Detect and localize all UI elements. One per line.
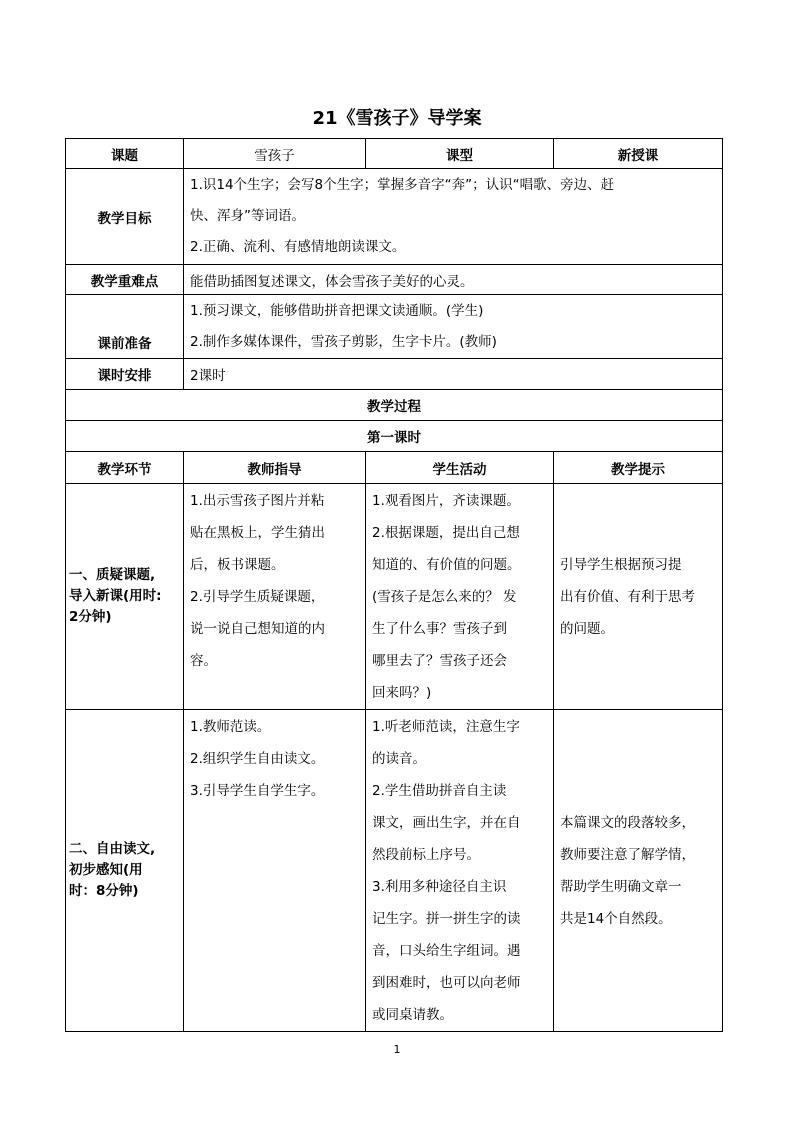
schedule-value: 2课时 [184, 359, 723, 390]
tip-line: 本篇课文的段落较多， [560, 814, 695, 831]
tip-cell [554, 484, 723, 710]
schedule-label: 课时安排 [66, 359, 184, 390]
stage-line: 初步感知(用 [69, 862, 143, 878]
type-value: 新授课 [554, 139, 723, 169]
student-line: 课文，画出生字，并在自 [372, 815, 521, 831]
student-line: (雪孩子是怎么来的？ 发 [372, 589, 517, 605]
student-line: 到困难时，也可以向老师 [372, 975, 521, 991]
tip-line: 出有价值、有利于思考 [560, 588, 695, 605]
student-line: 1.听老师范读，注意生字 [372, 719, 520, 735]
lesson-title: 第一课时 [66, 421, 723, 452]
preparation-row [66, 295, 723, 359]
preparation-line: 2.制作多媒体课件，雪孩子剪影，生字卡片。(教师) [190, 333, 497, 350]
teacher-line: 2.引导学生质疑课题， [190, 589, 325, 605]
lesson-title-row [66, 421, 723, 452]
page-title: 21《雪孩子》导学案 [312, 108, 482, 129]
student-line: 然段前标上序号。 [372, 847, 480, 863]
student-line: 音，口头给生字组词。遇 [372, 943, 521, 959]
teacher-line: 说一说自己想知道的内 [190, 621, 325, 637]
column-header-row [66, 452, 723, 484]
preparation-label: 课前准备 [66, 295, 184, 359]
stage-cell [66, 484, 184, 710]
topic-row [66, 139, 723, 169]
goals-row [66, 169, 723, 265]
student-cell [366, 484, 554, 710]
tip-cell [554, 710, 723, 1032]
column-header: 教学提示 [554, 452, 723, 484]
goals-line: 2.正确、流利、有感情地朗读课文。 [190, 239, 406, 255]
goals-line: 1.识14个生字；会写8个生字；掌握多音字“奔”；认识“唱歌、旁边、赶 [190, 177, 615, 193]
student-line: 知道的、有价值的问题。 [372, 557, 521, 573]
teacher-line: 容。 [190, 653, 217, 669]
process-title: 教学过程 [66, 390, 723, 421]
teacher-line: 2.组织学生自由读文。 [190, 751, 325, 767]
student-line: 记生字。拼一拼生字的读 [372, 911, 521, 927]
stage-cell [66, 710, 184, 1032]
student-cell [366, 710, 554, 1032]
step-row [66, 484, 723, 710]
type-label: 课型 [366, 139, 554, 169]
student-line: 哪里去了？雪孩子还会 [372, 653, 507, 669]
page-number: 1 [393, 1043, 401, 1056]
preparation-content [184, 295, 723, 359]
stage-line: 一、质疑课题, [69, 567, 156, 583]
tip-line: 的问题。 [560, 620, 614, 637]
student-line: 回来吗？) [372, 685, 432, 701]
student-line: 3.利用多种途径自主识 [372, 879, 507, 895]
schedule-row [66, 359, 723, 390]
stage-line: 时：8分钟) [69, 883, 139, 899]
student-line: 生了什么事？雪孩子到 [372, 621, 507, 637]
process-title-row [66, 390, 723, 421]
lesson-plan-table [65, 138, 723, 1032]
key-points-text: 能借助插图复述课文，体会雪孩子美好的心灵。 [184, 265, 723, 295]
stage-line: 二、自由读文, [69, 841, 156, 857]
student-line: 或同桌请教。 [372, 1007, 453, 1023]
step-row [66, 710, 723, 1032]
tip-line: 共是14个自然段。 [560, 910, 672, 927]
stage-line: 导入新课(用时: [69, 588, 162, 604]
goals-line: 快、浑身”等词语。 [190, 208, 305, 224]
topic-label: 课题 [66, 139, 184, 169]
teacher-line: 3.引导学生自学生字。 [190, 783, 325, 799]
column-header: 教师指导 [184, 452, 366, 484]
student-line: 的读音。 [372, 751, 426, 767]
tip-line: 帮助学生明确文章一 [560, 878, 682, 895]
topic-value: 雪孩子 [184, 139, 366, 169]
student-line: 2.学生借助拼音自主读 [372, 783, 507, 799]
goals-content [184, 169, 723, 265]
teacher-line: 1.教师范读。 [190, 719, 271, 735]
column-header: 教学环节 [66, 452, 184, 484]
stage-line: 2分钟) [69, 609, 112, 625]
teacher-cell [184, 484, 366, 710]
tip-line: 引导学生根据预习提 [560, 556, 682, 573]
preparation-line: 1.预习课文，能够借助拼音把课文读通顺。(学生) [190, 302, 484, 319]
teacher-cell [184, 710, 366, 1032]
student-line: 2.根据课题，提出自己想 [372, 525, 520, 541]
goals-label: 教学目标 [66, 169, 184, 265]
key-points-label: 教学重难点 [66, 265, 184, 295]
key-points-row [66, 265, 723, 295]
tip-line: 教师要注意了解学情， [560, 846, 695, 863]
column-header: 学生活动 [366, 452, 554, 484]
teacher-line: 1.出示雪孩子图片并粘 [190, 493, 325, 509]
teacher-line: 贴在黑板上，学生猜出 [190, 525, 325, 541]
teacher-line: 后，板书课题。 [190, 557, 285, 573]
student-line: 1.观看图片，齐读课题。 [372, 493, 520, 509]
